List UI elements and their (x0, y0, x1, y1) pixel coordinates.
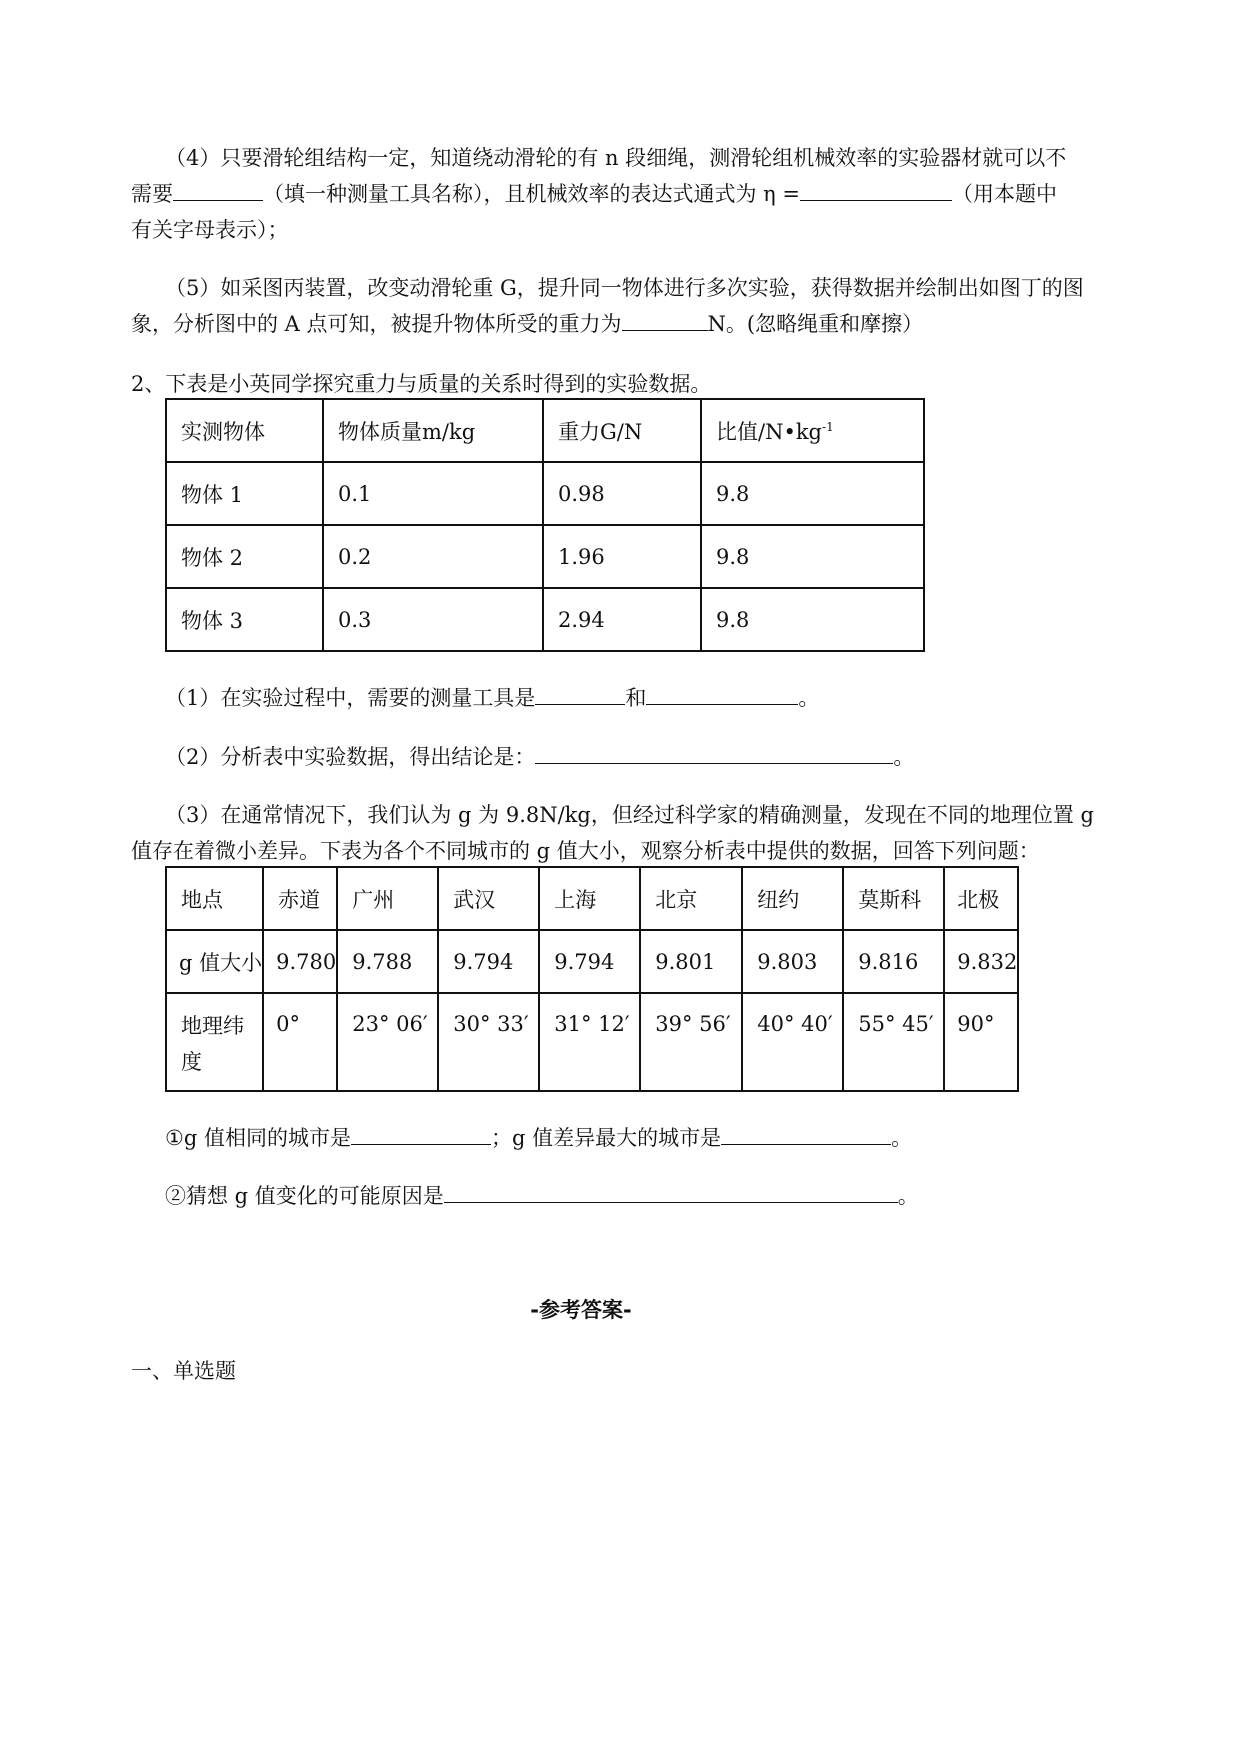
cell-g: 9.832 (944, 930, 1018, 993)
q5-text-b: N。(忽略绳重和摩擦） (707, 312, 924, 336)
mass-weight-table (165, 398, 925, 652)
table-row (166, 588, 924, 651)
cell-object: 物体 1 (166, 462, 323, 525)
answer-title: -参考答案- (530, 1298, 632, 1322)
cell-city: 赤道 (263, 867, 337, 930)
c2-blank-reason[interactable] (444, 1182, 898, 1203)
sub2-text-a: （2）分析表中实验数据，得出结论是： (165, 745, 536, 769)
header-object: 实测物体 (166, 399, 323, 462)
q4-line1: （4）只要滑轮组结构一定，知道绕动滑轮的有 n 段细绳，测滑轮组机械效率的实验器材就可以不 (165, 146, 1067, 170)
sub1-text-c: 。 (798, 686, 820, 710)
cell-object: 物体 2 (166, 525, 323, 588)
c1-text-c: 。 (891, 1126, 913, 1150)
header-ratio-text: 比值/N•kg (716, 419, 823, 444)
cell-g: 9.788 (337, 930, 438, 993)
cell-weight: 2.94 (543, 588, 701, 651)
c2-text-a: ②猜想 g 值变化的可能原因是 (165, 1184, 444, 1208)
q5-line1: （5）如采图丙装置，改变动滑轮重 G，提升同一物体进行多次实验，获得数据并绘制出如图丁的图 (165, 276, 1084, 300)
q5-blank-weight[interactable] (622, 310, 708, 331)
section-title: 一、单选题 (131, 1359, 236, 1383)
sub3-line2: 值存在着微小差异。下表为各个不同城市的 g 值大小，观察分析表中提供的数据，回答下列问题： (131, 839, 1040, 863)
table-row (166, 462, 924, 525)
header-mass: 物体质量m/kg (323, 399, 543, 462)
table-row (166, 525, 924, 588)
cell-mass: 0.3 (323, 588, 543, 651)
table-row-latitude (166, 993, 1018, 1091)
g-value-table (165, 866, 1019, 1092)
cell-label-latitude-2: 度 (181, 1050, 202, 1074)
cell-city: 纽约 (742, 867, 843, 930)
q4-blank-formula[interactable] (800, 180, 952, 201)
table-header-row (166, 399, 924, 462)
cell-latitude: 23° 06′ (337, 993, 438, 1091)
cell-city: 北极 (944, 867, 1018, 930)
c1-text-b: ；g 值差异最大的城市是 (490, 1126, 722, 1150)
cell-g: 9.816 (843, 930, 944, 993)
cell-ratio: 9.8 (701, 462, 924, 525)
cell-g: 9.794 (539, 930, 640, 993)
cell-city: 北京 (640, 867, 742, 930)
cell-city: 莫斯科 (843, 867, 944, 930)
sub2-line (165, 741, 914, 771)
c2-text-b: 。 (897, 1184, 919, 1208)
cell-latitude: 39° 56′ (640, 993, 742, 1091)
p2-intro: 2、下表是小英同学探究重力与质量的关系时得到的实验数据。 (131, 372, 712, 396)
c2-line (165, 1180, 919, 1210)
cell-latitude: 30° 33′ (438, 993, 539, 1091)
cell-latitude: 31° 12′ (539, 993, 640, 1091)
cell-latitude: 40° 40′ (742, 993, 843, 1091)
header-ratio (701, 399, 924, 462)
cell-mass: 0.2 (323, 525, 543, 588)
q4-text-c: （用本题中 (952, 182, 1058, 206)
sub2-blank-conclusion[interactable] (535, 743, 893, 764)
cell-g: 9.801 (640, 930, 742, 993)
cell-weight: 0.98 (543, 462, 701, 525)
table-row-location (166, 867, 1018, 930)
q5-line2 (131, 308, 923, 338)
cell-latitude: 55° 45′ (843, 993, 944, 1091)
q4-line3: 有关字母表示）； (131, 218, 289, 242)
cell-g: 9.794 (438, 930, 539, 993)
cell-ratio: 9.8 (701, 525, 924, 588)
sub1-text-a: （1）在实验过程中，需要的测量工具是 (165, 686, 536, 710)
cell-label-location: 地点 (166, 867, 263, 930)
cell-g: 9.780 (263, 930, 337, 993)
cell-g: 9.803 (742, 930, 843, 993)
sub2-text-b: 。 (893, 745, 915, 769)
q4-text-b: （填一种测量工具名称），且机械效率的表达式通式为 η = (263, 182, 801, 206)
q4-blank-tool[interactable] (173, 180, 263, 201)
cell-city: 上海 (539, 867, 640, 930)
sub3-line1: （3）在通常情况下，我们认为 g 为 9.8N/kg，但经过科学家的精确测量，发现在不同的地理位置 g (165, 803, 1094, 827)
cell-latitude: 0° (263, 993, 337, 1091)
cell-object: 物体 3 (166, 588, 323, 651)
q5-text-a: 象，分析图中的 A 点可知，被提升物体所受的重力为 (131, 312, 622, 336)
q4-line2 (131, 178, 1057, 208)
c1-text-a: ①g 值相同的城市是 (165, 1126, 351, 1150)
table-row-g-value (166, 930, 1018, 993)
cell-ratio: 9.8 (701, 588, 924, 651)
sub1-line (165, 682, 819, 712)
cell-mass: 0.1 (323, 462, 543, 525)
q4-text-a: 需要 (131, 182, 173, 206)
sub1-text-b: 和 (625, 686, 647, 710)
cell-city: 广州 (337, 867, 438, 930)
cell-weight: 1.96 (543, 525, 701, 588)
c1-blank-max-diff-city[interactable] (721, 1124, 891, 1145)
c1-line (165, 1122, 912, 1152)
sub1-blank-tool1[interactable] (535, 684, 625, 705)
cell-label-latitude (166, 993, 263, 1091)
header-weight: 重力G/N (543, 399, 701, 462)
cell-label-g: g 值大小 (166, 930, 263, 993)
cell-city: 武汉 (438, 867, 539, 930)
cell-label-latitude-1: 地理纬 (181, 1014, 244, 1038)
header-ratio-exponent: -1 (822, 419, 834, 434)
c1-blank-same-cities[interactable] (351, 1124, 491, 1145)
sub1-blank-tool2[interactable] (646, 684, 798, 705)
cell-latitude: 90° (944, 993, 1018, 1091)
